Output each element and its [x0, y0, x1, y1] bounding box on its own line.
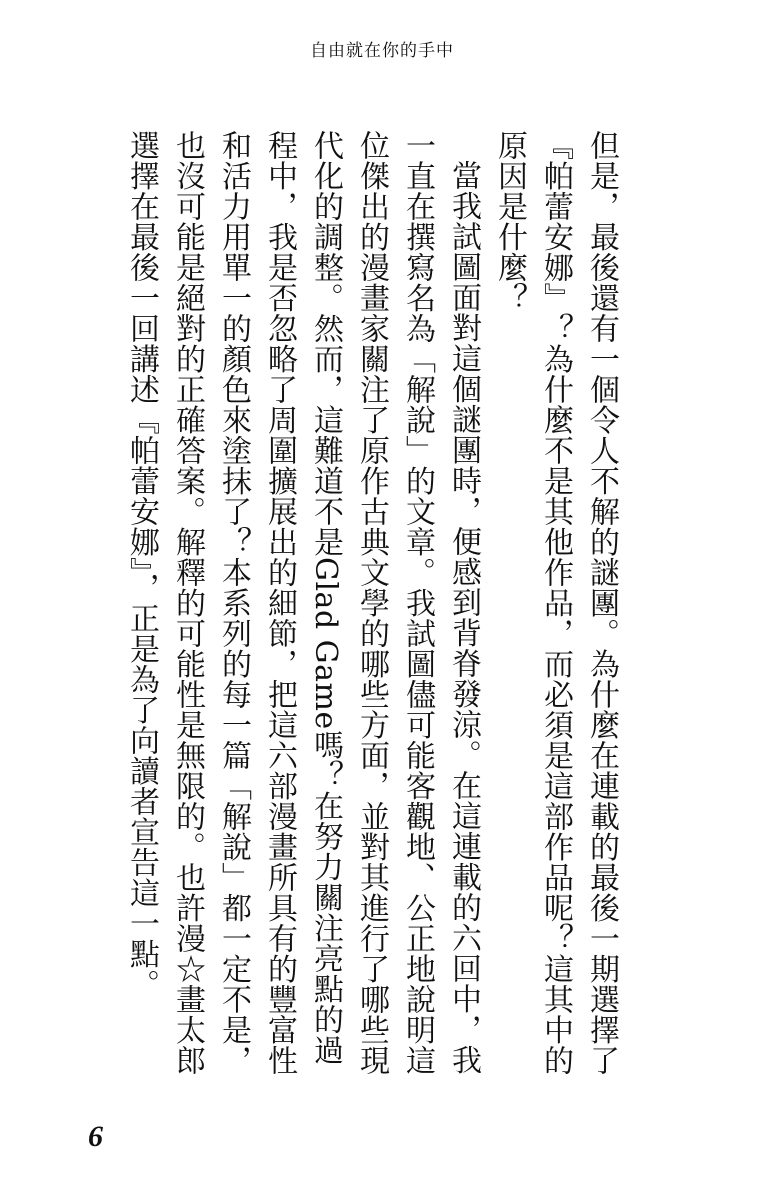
page-number: 6: [88, 1120, 103, 1153]
running-header: 自由就在你的手中: [310, 41, 454, 61]
body-text: [124, 130, 624, 1090]
paragraph-2: 當我試圖面對這個謎團時，便感到背脊發涼。在這連載的六回中，我一直在撰寫名為「解說」的文章。我試圖儘可能客觀地、公正地說明這位傑出的漫畫家關注了原作古典文學的哪些方面，並對其進行了哪些現代化的調整。然而，這難道不是Glad Game嗎？在努力關注亮點的過程中，我是否忽略了周圍擴展出的細節，把這六部漫畫所具有的豐富性和活力用單一的顏色來塗抹了？本系列的每一篇「解說」都一定不是，也沒可能是絕對的正確答案。解釋的可能性是無限的。也許漫☆畫太郎選擇在最後一回講述『帕蕾安娜』，正是為了向讀者宣告這一點。: [124, 130, 481, 1076]
paragraph-1: 但是，最後還有一個令人不解的謎團。為什麼在連載的最後一期選擇了『帕蕾安娜』？為什麼不是其他作品，而必須是這部作品呢？這其中的原因是什麼？: [492, 130, 619, 1076]
